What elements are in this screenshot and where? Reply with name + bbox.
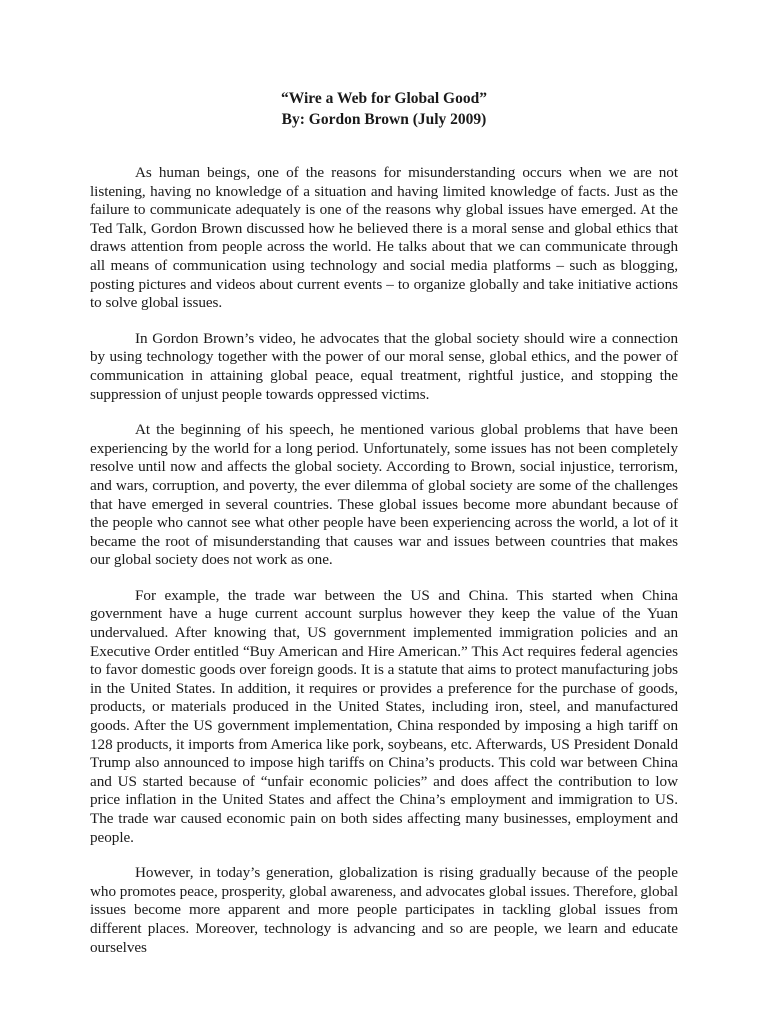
document-page <box>90 88 678 974</box>
document-byline: By: Gordon Brown (July 2009) <box>281 111 487 128</box>
paragraph-5: However, in today’s generation, globalization is rising gradually because of the people who promotes peace, prosperity, global awareness, and advocates global issues. Therefore, global issues become more apparent and more people participates in tackling global issues from different places. Moreover, technology is advancing and so are people, we learn and educate ourselves <box>90 864 678 956</box>
paragraph-1: As human beings, one of the reasons for misunderstanding occurs when we are not listening, having no knowledge of a situation and having limited knowledge of facts. Just as the failure to communicate adequately is one of the reasons why global issues have emerged. At the Ted Talk, Gordon Brown discussed how he believed there is a moral sense and global ethics that draws attention from people across the world. He talks about that we can communicate through all means of communication using technology and social media platforms – such as blogging, posting pictures and videos about current events – to organize globally and take initiative actions to solve global issues. <box>90 164 678 312</box>
document-title: “Wire a Web for Global Good” <box>281 90 487 107</box>
paragraph-3: At the beginning of his speech, he mentioned various global problems that have been experiencing by the world for a long period. Unfortunately, some issues has not been completely resolve until now and affects the global society. According to Brown, social injustice, terrorism, and wars, corruption, and poverty, the ever dilemma of global society are some of the challenges that have emerged in several countries. These global issues become more abundant because of the people who cannot see what other people have been experiencing across the world, a lot of it became the root of misunderstanding that causes war and issues between countries that makes our global society does not work as one. <box>90 421 678 569</box>
paragraph-2: In Gordon Brown’s video, he advocates that the global society should wire a connection by using technology together with the power of our moral sense, global ethics, and the power of communication in attaining global peace, equal treatment, rightful justice, and stopping the suppression of unjust people towards oppressed victims. <box>90 329 678 403</box>
title-block <box>90 88 678 130</box>
paragraph-4: For example, the trade war between the US and China. This started when China government have a huge current account surplus however they keep the value of the Yuan undervalued. After knowing that, US government implemented immigration policies and an Executive Order entitled “Buy American and Hire American.” This Act requires federal agencies to favor domestic goods over foreign goods. It is a statute that aims to protect manufacturing jobs in the United States. In addition, it requires or provides a preference for the purchase of goods, products, or materials produced in the United States, including iron, steel, and manufactured goods. After the US government implementation, China responded by imposing a high tariff on 128 products, it imports from America like pork, soybeans, etc. Afterwards, US President Donald Trump also announced to impose high tariffs on China’s products. This cold war between China and US started because of “unfair economic policies” and does affect the contribution to low price inflation in the United States and affect the China’s employment and immigration to US. The trade war caused economic pain on both sides affecting many businesses, employment and people. <box>90 586 678 846</box>
